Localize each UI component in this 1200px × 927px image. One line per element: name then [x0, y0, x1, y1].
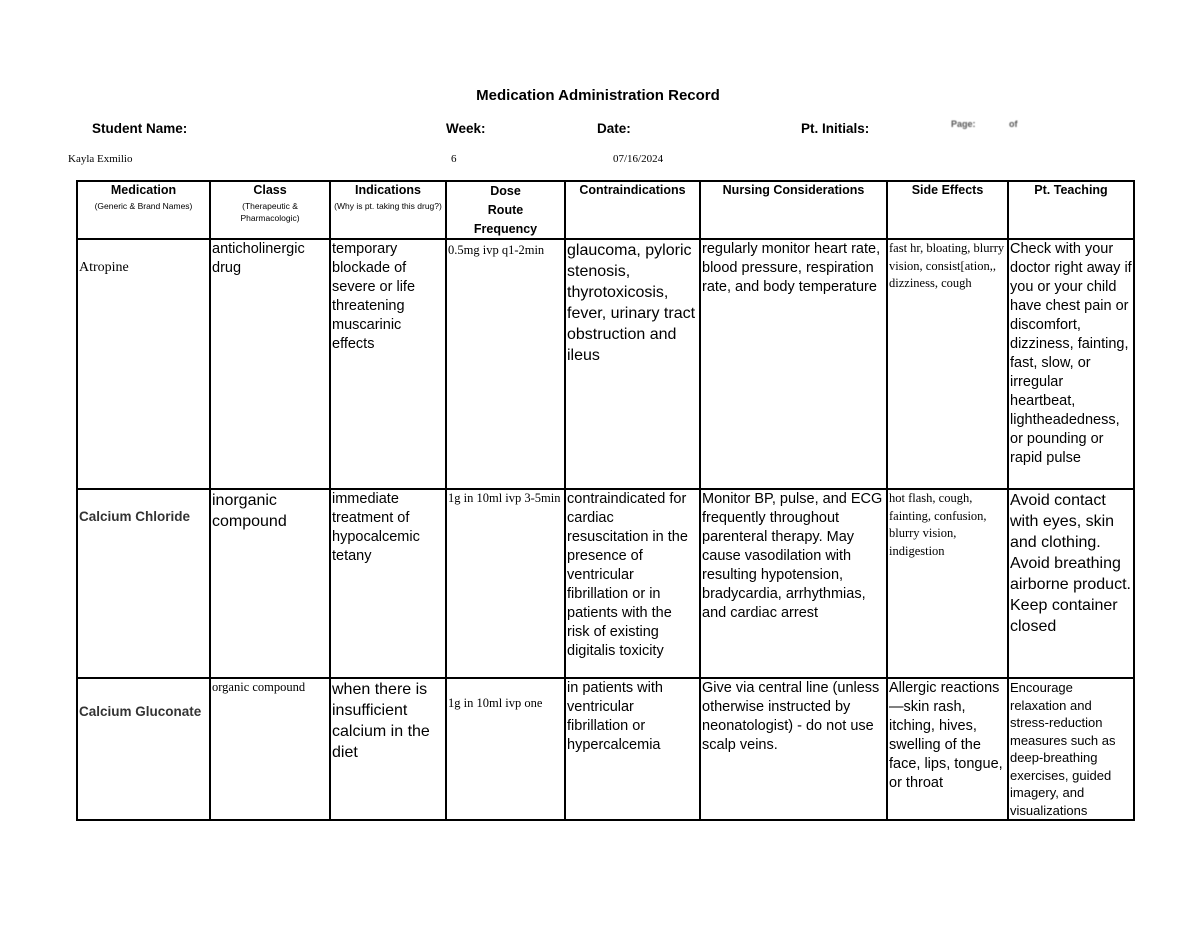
page-title: Medication Administration Record [476, 87, 720, 104]
cell-pt-teaching: Avoid contact with eyes, skin and clothing. Avoid breathing airborne product. Keep container closed [1008, 489, 1134, 678]
cell-dose: 1g in 10ml ivp one [446, 678, 565, 820]
column-header-contraindications [565, 181, 700, 239]
column-header-nursing-considerations [700, 181, 887, 239]
cell-side-effects: fast hr, bloating, blurry vision, consist[ation,, dizziness, cough [887, 239, 1008, 489]
table-header-row [77, 181, 1134, 239]
column-subtitle: (Why is pt. taking this drug?) [334, 200, 442, 211]
cell-medication: Atropine [77, 239, 210, 489]
column-title: Nursing Considerations [722, 183, 865, 197]
cell-nursing-considerations: Give via central line (unless otherwise instructed by neonatologist) - do not use scalp veins. [700, 678, 887, 820]
cell-contraindications: glaucoma, pyloric stenosis, thyrotoxicosis, fever, urinary tract obstruction and ileus [565, 239, 700, 489]
cell-pt-teaching: Check with your doctor right away if you or your child have chest pain or discomfort, dizziness, fainting, fast, slow, or irregular heartbeat, lightheadedness, or pounding or rapid pulse [1008, 239, 1134, 489]
student-name-value: Kayla Exmilio [68, 153, 133, 165]
column-header-dose [446, 181, 565, 239]
column-title: Side Effects [911, 183, 984, 197]
column-title: Pt. Teaching [1034, 183, 1108, 197]
column-header-class [210, 181, 330, 239]
cell-medication: Calcium Gluconate [77, 678, 210, 820]
cell-pt-teaching: Encourage relaxation and stress-reduction measures such as deep-breathing exercises, guided imagery, and visualizations [1008, 678, 1134, 820]
cell-indications: temporary blockade of severe or life threatening muscarinic effects [330, 239, 446, 489]
column-title: Medication [110, 183, 177, 197]
column-title-line3: Frequency [473, 221, 538, 236]
cell-class: organic compound [210, 678, 330, 820]
cell-nursing-considerations: Monitor BP, pulse, and ECG frequently throughout parenteral therapy. May cause vasodilation with resulting hypotension, bradycardia, arrhythmias, and cardiac arrest [700, 489, 887, 678]
table-row [77, 239, 1134, 489]
cell-indications: immediate treatment of hypocalcemic tetany [330, 489, 446, 678]
column-title: Contraindications [579, 183, 686, 197]
table-row [77, 489, 1134, 678]
medication-table [76, 180, 1135, 821]
date-value: 07/16/2024 [613, 153, 664, 165]
cell-dose: 0.5mg ivp q1-2min [446, 239, 565, 489]
column-header-indications [330, 181, 446, 239]
column-title-line2: Route [487, 202, 524, 217]
column-title: Dose [490, 184, 521, 198]
week-label: Week: [446, 121, 486, 136]
table-row [77, 678, 1134, 820]
of-label: of [1009, 119, 1018, 129]
column-header-side-effects [887, 181, 1008, 239]
cell-contraindications: contraindicated for cardiac resuscitation in the presence of ventricular fibrillation or in patients with the risk of existing digitalis toxicity [565, 489, 700, 678]
cell-side-effects: hot flash, cough, fainting, confusion, blurry vision, indigestion [887, 489, 1008, 678]
cell-class: inorganic compound [210, 489, 330, 678]
column-header-medication [77, 181, 210, 239]
column-subtitle: (Generic & Brand Names) [94, 200, 193, 211]
student-name-label: Student Name: [92, 121, 188, 136]
column-title: Class [253, 183, 287, 197]
cell-side-effects: Allergic reactions—skin rash, itching, hives, swelling of the face, lips, tongue, or throat [887, 678, 1008, 820]
cell-medication: Calcium Chloride [77, 489, 210, 678]
cell-contraindications: in patients with ventricular fibrillation or hypercalcemia [565, 678, 700, 820]
cell-nursing-considerations: regularly monitor heart rate, blood pressure, respiration rate, and body temperature [700, 239, 887, 489]
column-header-pt-teaching [1008, 181, 1134, 239]
cell-class: anticholinergic drug [210, 239, 330, 489]
date-label: Date: [597, 121, 631, 136]
column-subtitle: (Therapeutic & Pharmacologic) [240, 200, 300, 223]
page-label: Page: [951, 119, 976, 129]
cell-dose: 1g in 10ml ivp 3-5min [446, 489, 565, 678]
pt-initials-label: Pt. Initials: [801, 121, 870, 136]
column-title: Indications [355, 183, 421, 197]
week-value: 6 [451, 153, 457, 165]
cell-indications: when there is insufficient calcium in the diet [330, 678, 446, 820]
